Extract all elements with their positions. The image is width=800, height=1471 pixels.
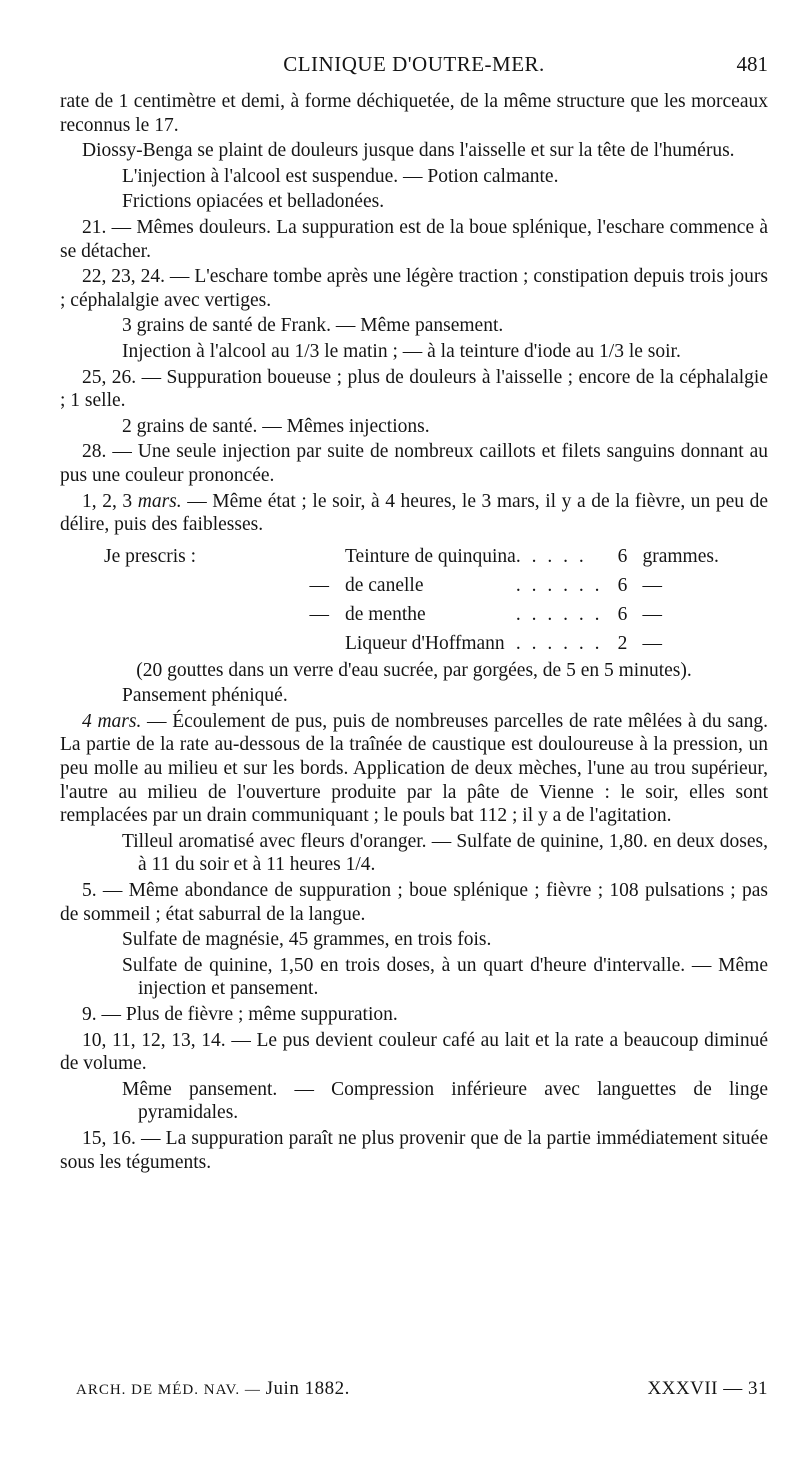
paragraph <box>60 366 768 413</box>
quantity: 6 <box>617 604 628 626</box>
paragraph <box>60 710 768 828</box>
paragraph-text: rate de 1 centimètre et demi, à forme déchiquetée, de la même structure que les morceaux reconnus le 17. <box>60 91 768 136</box>
leader-dots: . . . . . . <box>515 575 603 597</box>
page-number: 481 <box>736 52 768 76</box>
page-header <box>60 52 768 82</box>
journal-reference <box>76 1378 350 1400</box>
paragraph-text: Diossy-Benga se plaint de douleurs jusque dans l'aisselle et sur la tête de l'humérus. <box>82 140 735 162</box>
prescription-line <box>60 415 768 439</box>
quantity: 6 <box>617 575 628 597</box>
formula-row <box>104 630 719 659</box>
paragraph-text: 21. — Mêmes douleurs. La suppuration est de la boue splénique, l'eschare commence à se détacher. <box>60 216 768 262</box>
ingredient: Teinture de quinquina <box>345 546 516 568</box>
paragraph-text: Frictions opiacées et belladonées. <box>122 191 385 213</box>
paragraph-text: — Même état ; le soir, à 4 heures, le 3 mars, il y a de la fièvre, un peu de délire, puis des faiblesses. <box>60 490 768 536</box>
formula-row <box>104 572 719 601</box>
paragraph-text: Pansement phéniqué. <box>122 685 288 707</box>
unit: grammes. <box>642 546 719 568</box>
ingredient: de menthe <box>345 604 426 626</box>
leader-dots: . . . . . . <box>515 604 603 626</box>
formula-lead: — <box>309 575 329 597</box>
paragraph-text: Sulfate de quinine, 1,50 en trois doses, à un quart d'heure d'intervalle. — Même injection et pansement. <box>122 954 768 1000</box>
unit: — <box>642 633 662 655</box>
leader-dots: . . . . . <box>515 546 587 568</box>
date-label: mars. <box>137 490 182 512</box>
paragraph <box>60 139 768 163</box>
quantity: 2 <box>617 633 628 655</box>
prescription-line <box>60 190 768 214</box>
ingredient: de canelle <box>345 575 424 597</box>
paragraph-text: 2 grains de santé. — Mêmes injections. <box>122 415 430 437</box>
journal-name: ARCH. DE MÉD. NAV. — <box>76 1382 261 1398</box>
formula-lead <box>104 630 345 659</box>
formula-lead: — <box>309 604 329 626</box>
leader-dots: . . . . . . <box>515 633 603 655</box>
paragraph <box>60 216 768 263</box>
paragraph-text: L'injection à l'alcool est suspendue. — Potion calmante. <box>122 165 559 187</box>
quantity: 6 <box>617 546 628 568</box>
prescription-line <box>60 928 768 952</box>
formula-row <box>104 601 719 630</box>
prescription-line <box>60 1078 768 1125</box>
paragraph-text: 25, 26. — Suppuration boueuse ; plus de douleurs à l'aisselle ; encore de la céphalalgie ; 1 selle. <box>60 366 768 412</box>
paragraph <box>60 90 768 137</box>
paragraph-text: 28. — Une seule injection par suite de nombreux caillots et filets sanguins donnant au pus une couleur prononcée. <box>60 441 768 486</box>
formula-row <box>104 543 719 572</box>
paragraph-text: Sulfate de magnésie, 45 grammes, en trois fois. <box>122 929 492 951</box>
paragraph <box>60 659 768 683</box>
paragraph-group-2 <box>60 659 768 1174</box>
paragraph-lead: 1, 2, 3 <box>82 490 138 512</box>
paragraph <box>60 440 768 487</box>
paragraph <box>60 490 768 537</box>
paragraph-text: Tilleul aromatisé avec fleurs d'oranger. — Sulfate de quinine, 1,80. en deux doses, à 11 du soir et à 11 heures 1/4. <box>122 830 768 876</box>
paragraph-text: 15, 16. — La suppuration paraît ne plus provenir que de la partie immédiatement située sous les téguments. <box>60 1127 768 1173</box>
prescription-line <box>60 684 768 708</box>
issue-date: Juin 1882. <box>265 1378 350 1399</box>
paragraph-text: — Écoulement de pus, puis de nombreuses parcelles de rate mêlées à du sang. La partie de la rate au-dessous de la traînée de caustique est douloureuse à la pression, un peu molle au milieu et sur les bords. Application de deux mèches, l'une au trou supérieur, l'autre au milieu de l'ouverture produite par la pâte de Vienne : le soir, elles sont remplacées par un drain communiquant ; le pouls bat 112 ; il y a de l'agitation. <box>60 710 769 827</box>
sheet-signature: XXXVII — 31 <box>647 1378 768 1399</box>
paragraph-text: 10, 11, 12, 13, 14. — Le pus devient couleur café au lait et la rate a beaucoup diminué de volume. <box>60 1029 768 1075</box>
unit: — <box>642 604 662 626</box>
page-footer <box>76 1378 768 1408</box>
paragraph-text: 3 grains de santé de Frank. — Même pansement. <box>122 315 504 337</box>
running-title: CLINIQUE D'OUTRE-MER. <box>283 52 545 76</box>
paragraph <box>60 1003 768 1027</box>
paragraph <box>60 1127 768 1174</box>
prescription-line <box>60 314 768 338</box>
ingredient: Liqueur d'Hoffmann <box>345 633 505 655</box>
formula-lead: Je prescris : <box>104 546 197 568</box>
paragraph-text: Même pansement. — Compression inférieure avec languettes de linge pyramidales. <box>122 1078 768 1124</box>
paragraph-text: 9. — Plus de fièvre ; même suppuration. <box>82 1004 398 1025</box>
paragraph-text: (20 gouttes dans un verre d'eau sucrée, par gorgées, de 5 en 5 minutes). <box>136 659 692 681</box>
paragraph-text: 22, 23, 24. — L'eschare tombe après une légère traction ; constipation depuis trois jours ; céphalalgie avec vertiges. <box>60 266 768 311</box>
prescription-line <box>60 340 768 364</box>
body-text <box>60 90 768 1176</box>
paragraph-text: 5. — Même abondance de suppuration ; boue splénique ; fièvre ; 108 pulsations ; pas de sommeil ; état saburral de la langue. <box>60 880 768 925</box>
prescription-line <box>60 954 768 1001</box>
prescription-formula <box>104 543 719 659</box>
prescription-line <box>60 165 768 189</box>
unit: — <box>642 575 662 597</box>
prescription-line <box>60 830 768 877</box>
paragraph-group-1 <box>60 90 768 537</box>
paragraph <box>60 1029 768 1076</box>
paragraph <box>60 265 768 312</box>
paragraph <box>60 879 768 926</box>
date-label: 4 mars. <box>82 710 142 732</box>
paragraph-text: Injection à l'alcool au 1/3 le matin ; — à la teinture d'iode au 1/3 le soir. <box>122 340 681 362</box>
